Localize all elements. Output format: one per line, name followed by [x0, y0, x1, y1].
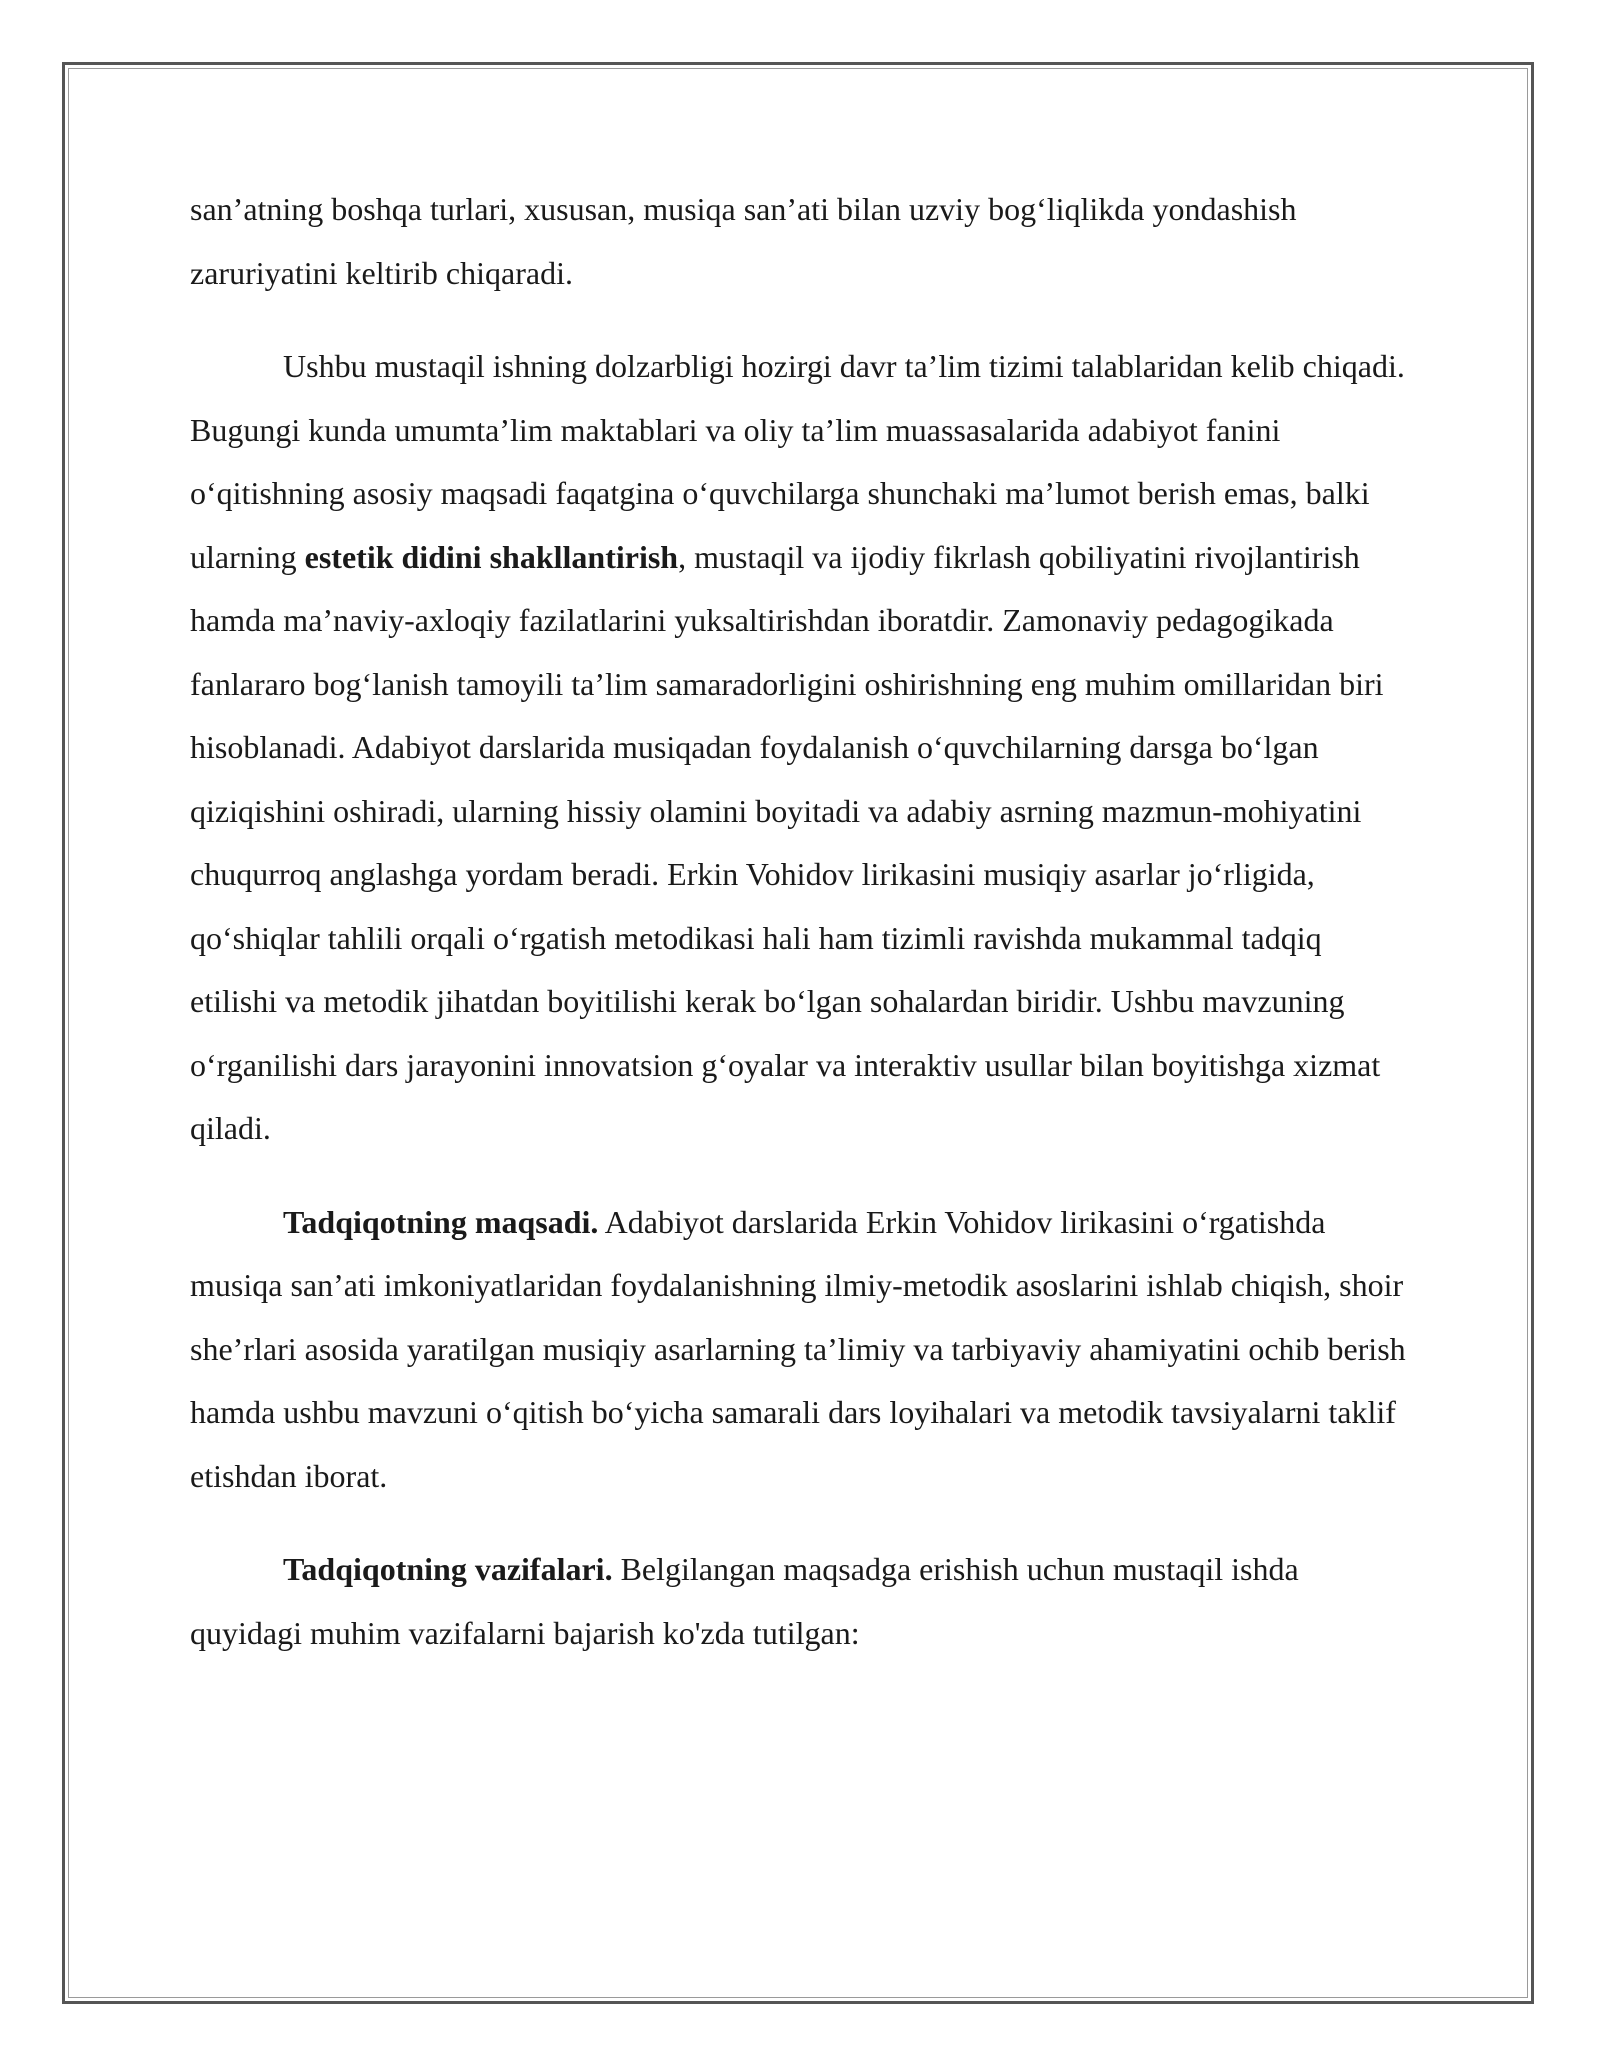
section-heading-tasks: Tadqiqotning vazifalari.: [283, 1551, 613, 1587]
paragraph-relevance: [190, 335, 1410, 1161]
text-run: san’atning boshqa turlari, xususan, musiqa san’ati bilan uzviy bog‘liqlikda yondashish zaruriyatini keltirib chiqaradi.: [190, 191, 1297, 291]
text-run: Adabiyot darslarida Erkin Vohidov lirikasini o‘rgatishda musiqa san’ati imkoniyatlaridan foydalanishning ilmiy-metodik asoslarini ishlab chiqish, shoir she’rlari asosida yaratilgan musiqiy asarlarning ta’limiy va tarbiyaviy ahamiyatini ochib berish hamda ushbu mavzuni o‘qitish bo‘yicha samarali dars loyihalari va metodik tavsiyalarni taklif etishdan iborat.: [190, 1203, 1406, 1494]
document-body: [190, 178, 1410, 1695]
text-run: Ushbu mustaqil ishning dolzarbligi hozirgi davr ta’lim tizimi talablaridan kelib chiqadi. Bugungi kunda umumta’lim maktablari va oliy ta’lim muassasalarida adabiyot fanini o‘qitishning asosiy maqsadi faqatgina o‘quvchilarga shunchaki ma’lumot berish emas, balki ularning: [190, 348, 1405, 575]
text-run: , mustaqil va ijodiy fikrlash qobiliyatini rivojlantirish hamda ma’naviy-axloqiy fazilatlarini yuksaltirishdan iboratdir. Zamonaviy pedagogikada fanlararo bog‘lanish tamoyili ta’lim samaradorligini oshirishning eng muhim omillaridan biri hisoblanadi. Adabiyot darslarida musiqadan foydalanish o‘quvchilarning darsga bo‘lgan qiziqishini oshiradi, ularning hissiy olamini boyitadi va adabiy asrning mazmun-mohiyatini chuqurroq anglashga yordam beradi. Erkin Vohidov lirikasini musiqiy asarlar jo‘rligida, qo‘shiqlar tahlili orqali o‘rgatish metodikasi hali ham tizimli ravishda mukammal tadqiq etilishi va metodik jihatdan boyitilishi kerak bo‘lgan sohalardan biridir. Ushbu mavzuning o‘rganilishi dars jarayonini innovatsion g‘oyalar va interaktiv usullar bilan boyitishga xizmat qiladi.: [190, 538, 1384, 1146]
bold-text-run: estetik didini shakllantirish: [304, 538, 679, 575]
section-heading-goal: Tadqiqotning maqsadi.: [283, 1203, 599, 1240]
text-run: Belgilangan maqsadga erishish uchun mustaqil ishda quyidagi muhim vazifalarni bajarish ko'zda tutilgan:: [190, 1551, 1299, 1651]
paragraph-research-tasks: [190, 1538, 1410, 1665]
paragraph-research-goal: [190, 1191, 1410, 1509]
paragraph-intro-continuation: [190, 178, 1410, 305]
